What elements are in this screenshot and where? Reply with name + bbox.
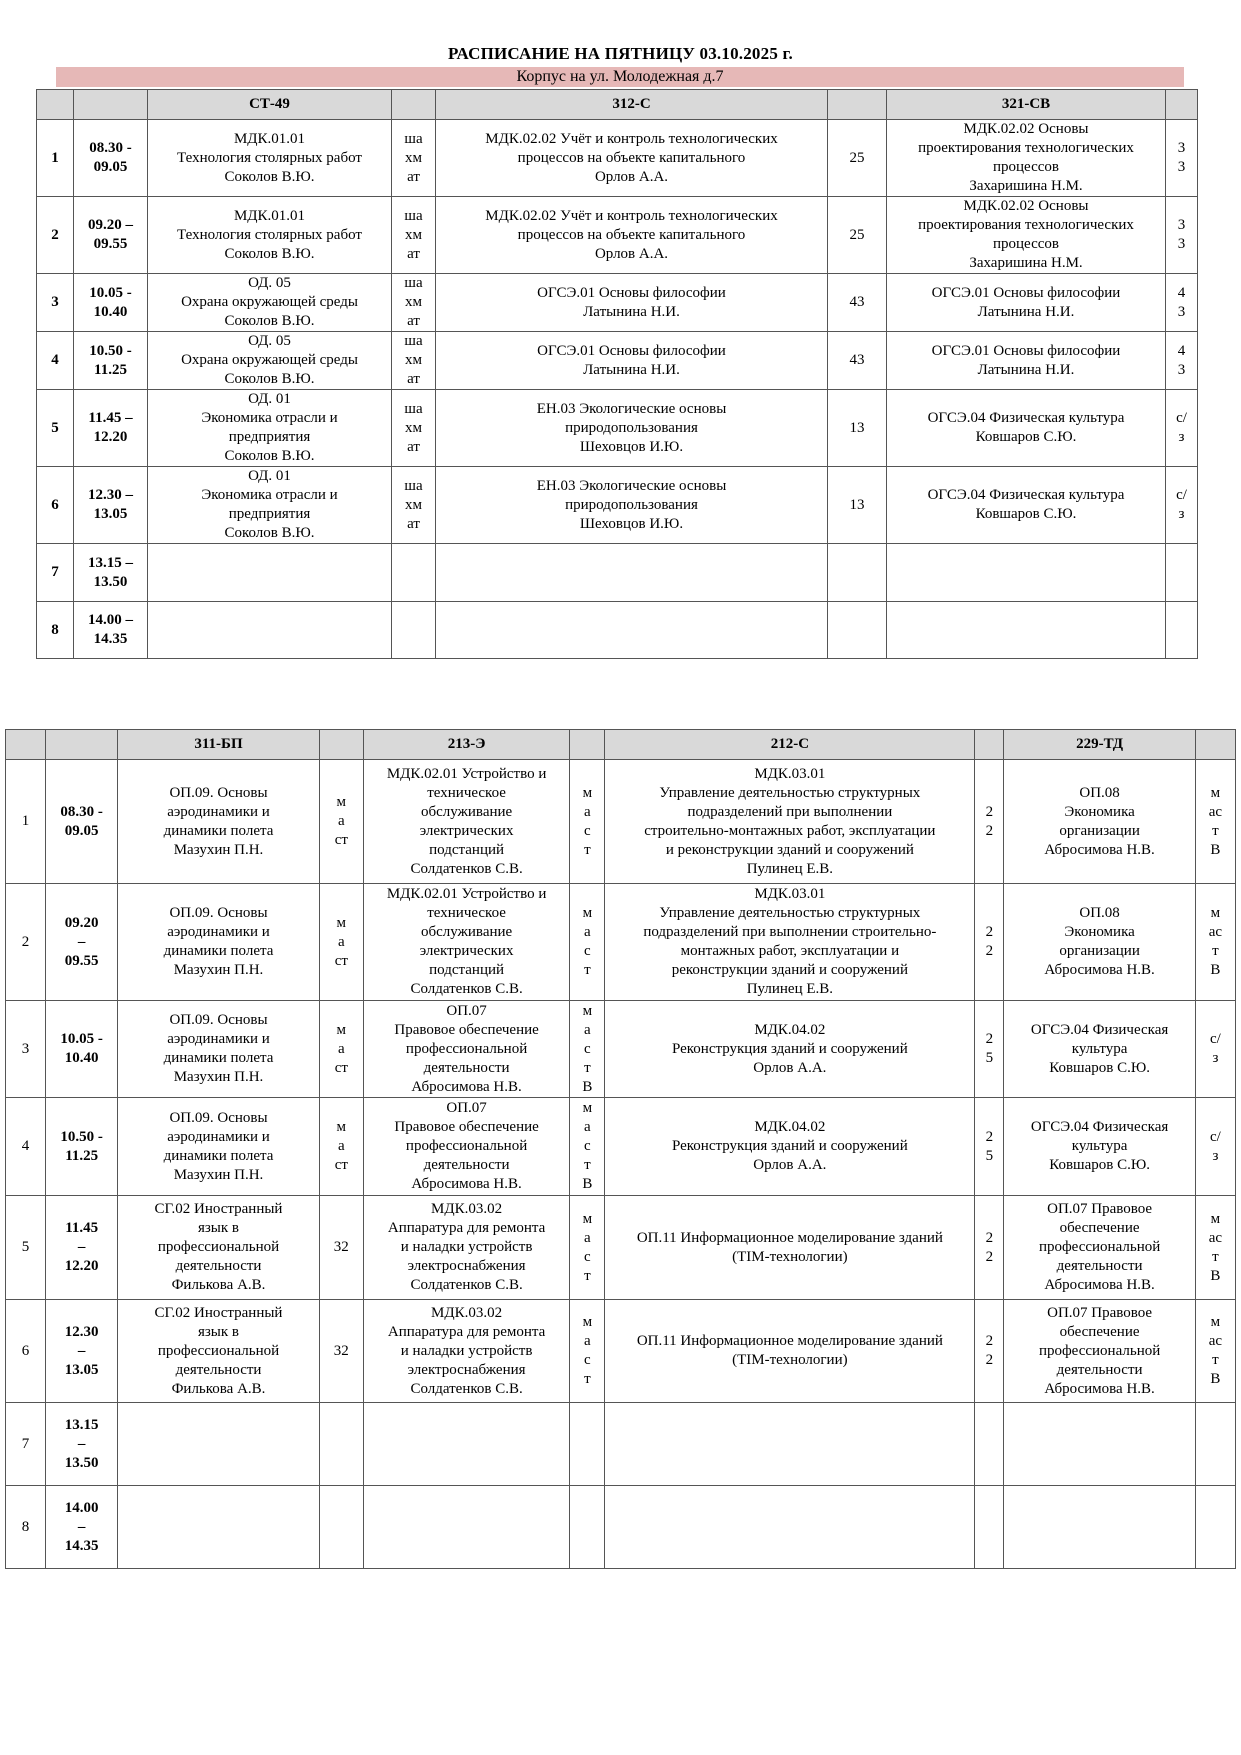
table-row <box>37 544 1198 602</box>
lesson-time: 10.05 - 10.40 <box>46 1001 118 1098</box>
lesson-cell <box>1004 1486 1195 1569</box>
lesson-cell: ОД. 01 Экономика отрасли и предприятия Соколов В.Ю. <box>148 390 392 467</box>
room-cell: с/ з <box>1195 1001 1235 1098</box>
lesson-cell: ОП.09. Основы аэродинамики и динамики полета Мазухин П.Н. <box>118 1098 319 1196</box>
lesson-cell <box>148 602 392 659</box>
lesson-cell: ОП.08 Экономика организации Абросимова Н.В. <box>1004 760 1195 884</box>
lesson-number: 7 <box>6 1403 46 1486</box>
room-cell: с/ з <box>1195 1098 1235 1196</box>
room-cell <box>319 1403 363 1486</box>
room-cell: 3 3 <box>1166 197 1198 274</box>
group-header: 312-С <box>436 90 828 120</box>
lesson-number: 3 <box>6 1001 46 1098</box>
room-cell <box>975 1403 1004 1486</box>
table-row <box>37 120 1198 197</box>
room-cell: м а ст <box>319 1001 363 1098</box>
room-cell: ша хм ат <box>392 467 436 544</box>
room-cell <box>975 1486 1004 1569</box>
room-cell: м ас т В <box>1195 1196 1235 1300</box>
table-row <box>37 332 1198 390</box>
lesson-time: 12.30 – 13.05 <box>46 1300 118 1403</box>
header-blank <box>570 730 605 760</box>
group-header: 212-С <box>605 730 975 760</box>
room-cell: 4 3 <box>1166 274 1198 332</box>
lesson-number: 6 <box>6 1300 46 1403</box>
lesson-cell: ОП.11 Информационное моделирование зданий (TIM-технологии) <box>605 1196 975 1300</box>
lesson-cell <box>436 602 828 659</box>
header-blank <box>392 90 436 120</box>
room-cell: м ас т В <box>1195 884 1235 1001</box>
group-header: 213-Э <box>363 730 570 760</box>
lesson-time: 10.05 - 10.40 <box>74 274 148 332</box>
table-row <box>6 1001 1236 1098</box>
header-blank <box>1195 730 1235 760</box>
room-cell: м ас т В <box>1195 1300 1235 1403</box>
room-cell <box>828 602 887 659</box>
lesson-cell: МДК.02.02 Учёт и контроль технологических процессов на объекте капитального Орлов А.А. <box>436 197 828 274</box>
lesson-number: 1 <box>6 760 46 884</box>
lesson-cell: ОП.09. Основы аэродинамики и динамики полета Мазухин П.Н. <box>118 760 319 884</box>
lesson-cell: ОД. 05 Охрана окружающей среды Соколов В.Ю. <box>148 332 392 390</box>
lesson-number: 5 <box>37 390 74 467</box>
lesson-cell <box>118 1403 319 1486</box>
lesson-cell: МДК.03.02 Аппаратура для ремонта и наладки устройств электроснабжения Солдатенков С.В. <box>363 1300 570 1403</box>
lesson-cell: МДК.02.01 Устройство и техническое обслуживание электрических подстанций Солдатенков С.В. <box>363 760 570 884</box>
lesson-cell: ОГСЭ.01 Основы философии Латынина Н.И. <box>436 274 828 332</box>
table-row <box>6 1403 1236 1486</box>
header-blank <box>74 90 148 120</box>
lesson-cell: СГ.02 Иностранный язык в профессиональной деятельности Филькова А.В. <box>118 1300 319 1403</box>
room-cell: 25 <box>828 120 887 197</box>
header-blank <box>37 90 74 120</box>
room-cell: 2 5 <box>975 1098 1004 1196</box>
lesson-cell: ЕН.03 Экологические основы природопользования Шеховцов И.Ю. <box>436 467 828 544</box>
room-cell: 2 2 <box>975 884 1004 1001</box>
lesson-cell: ОГСЭ.01 Основы философии Латынина Н.И. <box>436 332 828 390</box>
lesson-cell <box>148 544 392 602</box>
lesson-cell: ОГСЭ.04 Физическая культура Ковшаров С.Ю. <box>1004 1098 1195 1196</box>
lesson-cell: ОП.09. Основы аэродинамики и динамики полета Мазухин П.Н. <box>118 1001 319 1098</box>
table-row <box>37 197 1198 274</box>
room-cell: 32 <box>319 1196 363 1300</box>
lesson-cell: МДК.03.02 Аппаратура для ремонта и наладки устройств электроснабжения Солдатенков С.В. <box>363 1196 570 1300</box>
lesson-cell: МДК.04.02 Реконструкция зданий и сооружений Орлов А.А. <box>605 1001 975 1098</box>
lesson-time: 11.45 – 12.20 <box>46 1196 118 1300</box>
table-row <box>37 467 1198 544</box>
header-blank <box>828 90 887 120</box>
table2-body <box>6 760 1236 1569</box>
room-cell: 43 <box>828 332 887 390</box>
room-cell <box>1195 1403 1235 1486</box>
lesson-number: 1 <box>37 120 74 197</box>
room-cell: 2 2 <box>975 1196 1004 1300</box>
table-row <box>6 1098 1236 1196</box>
room-cell: м а с т <box>570 1196 605 1300</box>
table-row <box>37 274 1198 332</box>
lesson-cell: ОП.07 Правовое обеспечение профессиональной деятельности Абросимова Н.В. <box>1004 1196 1195 1300</box>
lesson-cell: ОД. 01 Экономика отрасли и предприятия Соколов В.Ю. <box>148 467 392 544</box>
table-row <box>6 1300 1236 1403</box>
lesson-number: 2 <box>37 197 74 274</box>
room-cell: ша хм ат <box>392 332 436 390</box>
lesson-cell: ОГСЭ.01 Основы философии Латынина Н.И. <box>887 332 1166 390</box>
lesson-cell: МДК.02.01 Устройство и техническое обслуживание электрических подстанций Солдатенков С.В. <box>363 884 570 1001</box>
schedule-table-1 <box>36 89 1198 659</box>
room-cell: 32 <box>319 1300 363 1403</box>
lesson-time: 13.15 – 13.50 <box>46 1403 118 1486</box>
lesson-time: 14.00 – 14.35 <box>74 602 148 659</box>
header-blank <box>6 730 46 760</box>
lesson-time: 10.50 - 11.25 <box>74 332 148 390</box>
room-cell <box>1166 602 1198 659</box>
room-cell: 13 <box>828 467 887 544</box>
lesson-number: 4 <box>6 1098 46 1196</box>
room-cell: м ас т В <box>1195 760 1235 884</box>
room-cell: 4 3 <box>1166 332 1198 390</box>
lesson-time: 08.30 - 09.05 <box>46 760 118 884</box>
room-cell: 2 2 <box>975 760 1004 884</box>
lesson-cell: ОП.08 Экономика организации Абросимова Н.В. <box>1004 884 1195 1001</box>
room-cell: м а с т <box>570 884 605 1001</box>
table-row <box>6 884 1236 1001</box>
lesson-cell: СГ.02 Иностранный язык в профессиональной деятельности Филькова А.В. <box>118 1196 319 1300</box>
lesson-cell <box>436 544 828 602</box>
group-header: 229-ТД <box>1004 730 1195 760</box>
lesson-number: 4 <box>37 332 74 390</box>
lesson-time: 14.00 – 14.35 <box>46 1486 118 1569</box>
room-cell: 2 5 <box>975 1001 1004 1098</box>
room-cell <box>392 602 436 659</box>
room-cell <box>1166 544 1198 602</box>
lesson-time: 12.30 – 13.05 <box>74 467 148 544</box>
room-cell: м а с т В <box>570 1098 605 1196</box>
room-cell: с/ з <box>1166 390 1198 467</box>
header-blank <box>1166 90 1198 120</box>
room-cell <box>570 1403 605 1486</box>
header-blank <box>319 730 363 760</box>
lesson-number: 7 <box>37 544 74 602</box>
lesson-cell: ЕН.03 Экологические основы природопользования Шеховцов И.Ю. <box>436 390 828 467</box>
lesson-cell: ОП.07 Правовое обеспечение профессиональной деятельности Абросимова Н.В. <box>363 1001 570 1098</box>
room-cell <box>392 544 436 602</box>
lesson-cell: ОГСЭ.04 Физическая культура Ковшаров С.Ю. <box>1004 1001 1195 1098</box>
lesson-cell: МДК.01.01 Технология столярных работ Соколов В.Ю. <box>148 197 392 274</box>
table-row <box>6 1486 1236 1569</box>
table1-body <box>37 120 1198 659</box>
room-cell: ша хм ат <box>392 274 436 332</box>
schedule-table-2 <box>5 729 1236 1569</box>
room-cell: 3 3 <box>1166 120 1198 197</box>
room-cell <box>1195 1486 1235 1569</box>
lesson-cell: ОГСЭ.04 Физическая культура Ковшаров С.Ю. <box>887 390 1166 467</box>
room-cell: ша хм ат <box>392 197 436 274</box>
lesson-cell: ОГСЭ.01 Основы философии Латынина Н.И. <box>887 274 1166 332</box>
room-cell: 2 2 <box>975 1300 1004 1403</box>
room-cell: с/ з <box>1166 467 1198 544</box>
group-header: 311-БП <box>118 730 319 760</box>
room-cell <box>570 1486 605 1569</box>
header-blank <box>46 730 118 760</box>
lesson-number: 6 <box>37 467 74 544</box>
lesson-cell: МДК.03.01 Управление деятельностью структурных подразделений при выполнении строительно- монтажных работ, эксплуатации и реконструкции зданий и сооружений Пулинец Е.В. <box>605 884 975 1001</box>
room-cell: м а с т <box>570 760 605 884</box>
lesson-cell <box>118 1486 319 1569</box>
lesson-cell: МДК.02.02 Учёт и контроль технологических процессов на объекте капитального Орлов А.А. <box>436 120 828 197</box>
building-banner: Корпус на ул. Молодежная д.7 <box>56 67 1184 87</box>
room-cell: м а с т <box>570 1300 605 1403</box>
table-row <box>37 390 1198 467</box>
lesson-number: 8 <box>37 602 74 659</box>
lesson-time: 09.20 – 09.55 <box>74 197 148 274</box>
lesson-cell <box>887 544 1166 602</box>
lesson-cell: ОД. 05 Охрана окружающей среды Соколов В.Ю. <box>148 274 392 332</box>
lesson-time: 08.30 - 09.05 <box>74 120 148 197</box>
lesson-cell: МДК.01.01 Технология столярных работ Соколов В.Ю. <box>148 120 392 197</box>
lesson-cell: ОП.07 Правовое обеспечение профессиональной деятельности Абросимова Н.В. <box>1004 1300 1195 1403</box>
lesson-cell: ОП.09. Основы аэродинамики и динамики полета Мазухин П.Н. <box>118 884 319 1001</box>
room-cell: ша хм ат <box>392 390 436 467</box>
room-cell: м а ст <box>319 1098 363 1196</box>
lesson-time: 10.50 - 11.25 <box>46 1098 118 1196</box>
lesson-cell <box>363 1486 570 1569</box>
lesson-number: 8 <box>6 1486 46 1569</box>
lesson-number: 2 <box>6 884 46 1001</box>
room-cell: 13 <box>828 390 887 467</box>
table-row <box>37 602 1198 659</box>
lesson-cell: ОГСЭ.04 Физическая культура Ковшаров С.Ю. <box>887 467 1166 544</box>
table-row <box>6 760 1236 884</box>
lesson-cell: ОП.11 Информационное моделирование зданий (TIM-технологии) <box>605 1300 975 1403</box>
group-header: 321-СВ <box>887 90 1166 120</box>
group-header: СТ-49 <box>148 90 392 120</box>
lesson-cell <box>887 602 1166 659</box>
table-row <box>6 1196 1236 1300</box>
lesson-cell: МДК.02.02 Основы проектирования технологических процессов Захаришина Н.М. <box>887 120 1166 197</box>
lesson-cell: МДК.04.02 Реконструкция зданий и сооружений Орлов А.А. <box>605 1098 975 1196</box>
page-title: РАСПИСАНИЕ НА ПЯТНИЦУ 03.10.2025 г. <box>448 44 793 63</box>
room-cell: м а ст <box>319 760 363 884</box>
lesson-time: 09.20 – 09.55 <box>46 884 118 1001</box>
header-blank <box>975 730 1004 760</box>
lesson-cell <box>605 1486 975 1569</box>
lesson-cell <box>1004 1403 1195 1486</box>
room-cell: 43 <box>828 274 887 332</box>
lesson-cell: МДК.02.02 Основы проектирования технологических процессов Захаришина Н.М. <box>887 197 1166 274</box>
room-cell: ша хм ат <box>392 120 436 197</box>
lesson-cell: ОП.07 Правовое обеспечение профессиональной деятельности Абросимова Н.В. <box>363 1098 570 1196</box>
room-cell <box>828 544 887 602</box>
lesson-cell <box>605 1403 975 1486</box>
lesson-time: 13.15 – 13.50 <box>74 544 148 602</box>
lesson-number: 5 <box>6 1196 46 1300</box>
room-cell: м а ст <box>319 884 363 1001</box>
room-cell: 25 <box>828 197 887 274</box>
room-cell: м а с т В <box>570 1001 605 1098</box>
lesson-time: 11.45 – 12.20 <box>74 390 148 467</box>
room-cell <box>319 1486 363 1569</box>
lesson-cell <box>363 1403 570 1486</box>
lesson-cell: МДК.03.01 Управление деятельностью структурных подразделений при выполнении строительно-монтажных работ, эксплуатации и реконструкции зданий и сооружений Пулинец Е.В. <box>605 760 975 884</box>
lesson-number: 3 <box>37 274 74 332</box>
